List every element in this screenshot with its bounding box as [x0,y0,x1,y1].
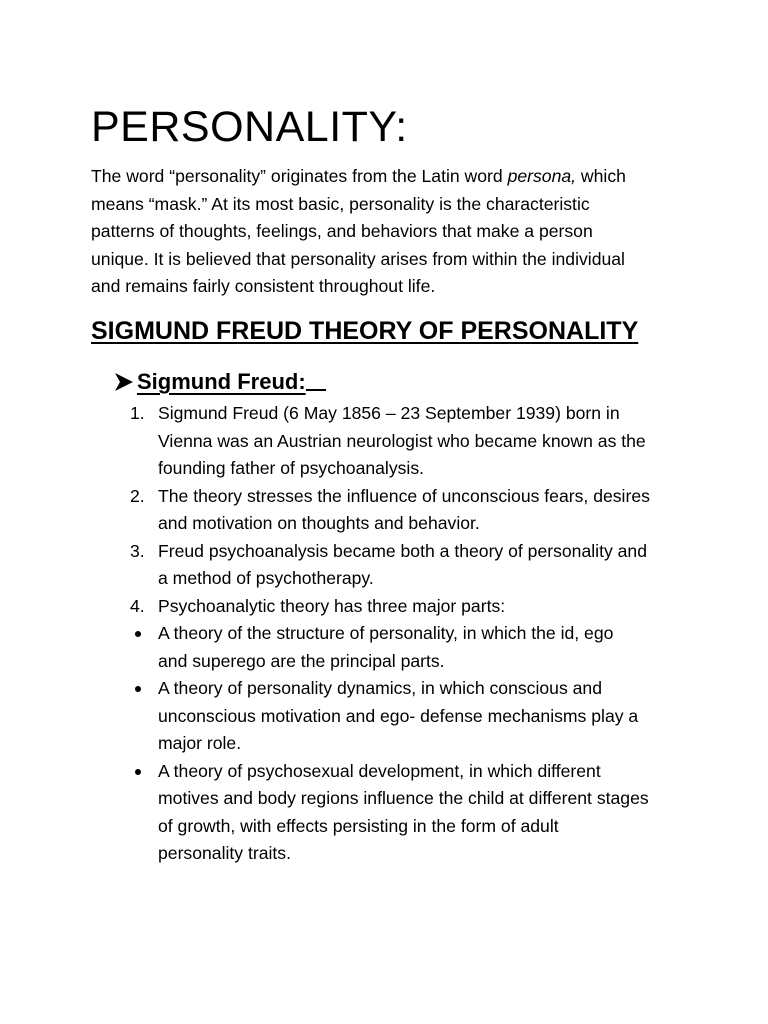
list-number: 2. [130,485,145,506]
list-number: 3. [130,540,145,561]
intro-line: patterns of thoughts, feelings, and behaviors that make a person [91,221,593,241]
list-item-line: A theory of the structure of personality, in which the id, ego [158,623,614,643]
page-title: PERSONALITY: [91,103,408,151]
intro-line: unique. It is believed that personality arises from within the individual [91,248,625,269]
list-item-line: a method of psychotherapy. [158,568,374,588]
list-item [130,400,710,483]
list-item-line: Sigmund Freud (6 May 1856 – 23 September 1939) born in [158,403,620,423]
freud-list [130,400,710,868]
intro-italic-word: persona, [507,166,577,186]
list-item [130,620,710,675]
subheading-underline [306,365,326,391]
list-item-line: Psychoanalytic theory has three major parts: [158,595,506,616]
list-item-line: and motivation on thoughts and behavior. [158,513,480,533]
list-item [130,593,710,621]
list-item-line: Vienna was an Austrian neurologist who became known as the [158,430,646,451]
subheading-text: Sigmund Freud: [137,369,306,394]
intro-paragraph [91,163,691,301]
bullet-dot-icon [135,631,141,637]
intro-line: means “mask.” At its most basic, personality is the characteristic [91,193,590,214]
list-item-line: and superego are the principal parts. [158,650,445,671]
intro-line: The word “personality” originates from the Latin word persona, which [91,166,626,186]
bullet-dot-icon [135,686,141,692]
list-number: 1. [130,403,145,423]
list-item-line: A theory of personality dynamics, in which conscious and [158,678,602,698]
list-number: 4. [130,595,145,616]
bullet-dot-icon [135,769,141,775]
intro-line: and remains fairly consistent throughout life. [91,276,436,296]
list-item [130,483,710,538]
list-item [130,538,710,593]
list-item-line: Freud psychoanalysis became both a theory of personality and [158,540,647,561]
arrow-bullet-icon [113,370,135,394]
list-item-line: motives and body regions influence the child at different stages [158,788,649,808]
subheading [113,365,326,399]
list-item [130,758,710,868]
list-item-line: unconscious motivation and ego- defense mechanisms play a [158,705,639,726]
list-item-line: founding father of psychoanalysis. [158,458,425,478]
list-item-line: The theory stresses the influence of unconscious fears, desires [158,485,650,506]
section-heading: SIGMUND FREUD THEORY OF PERSONALITY [91,317,639,345]
list-item-line: personality traits. [158,843,291,863]
list-item-line: of growth, with effects persisting in the form of adult [158,815,559,836]
list-item [130,675,710,758]
list-item-line: major role. [158,733,242,753]
list-item-line: A theory of psychosexual development, in which different [158,760,601,781]
